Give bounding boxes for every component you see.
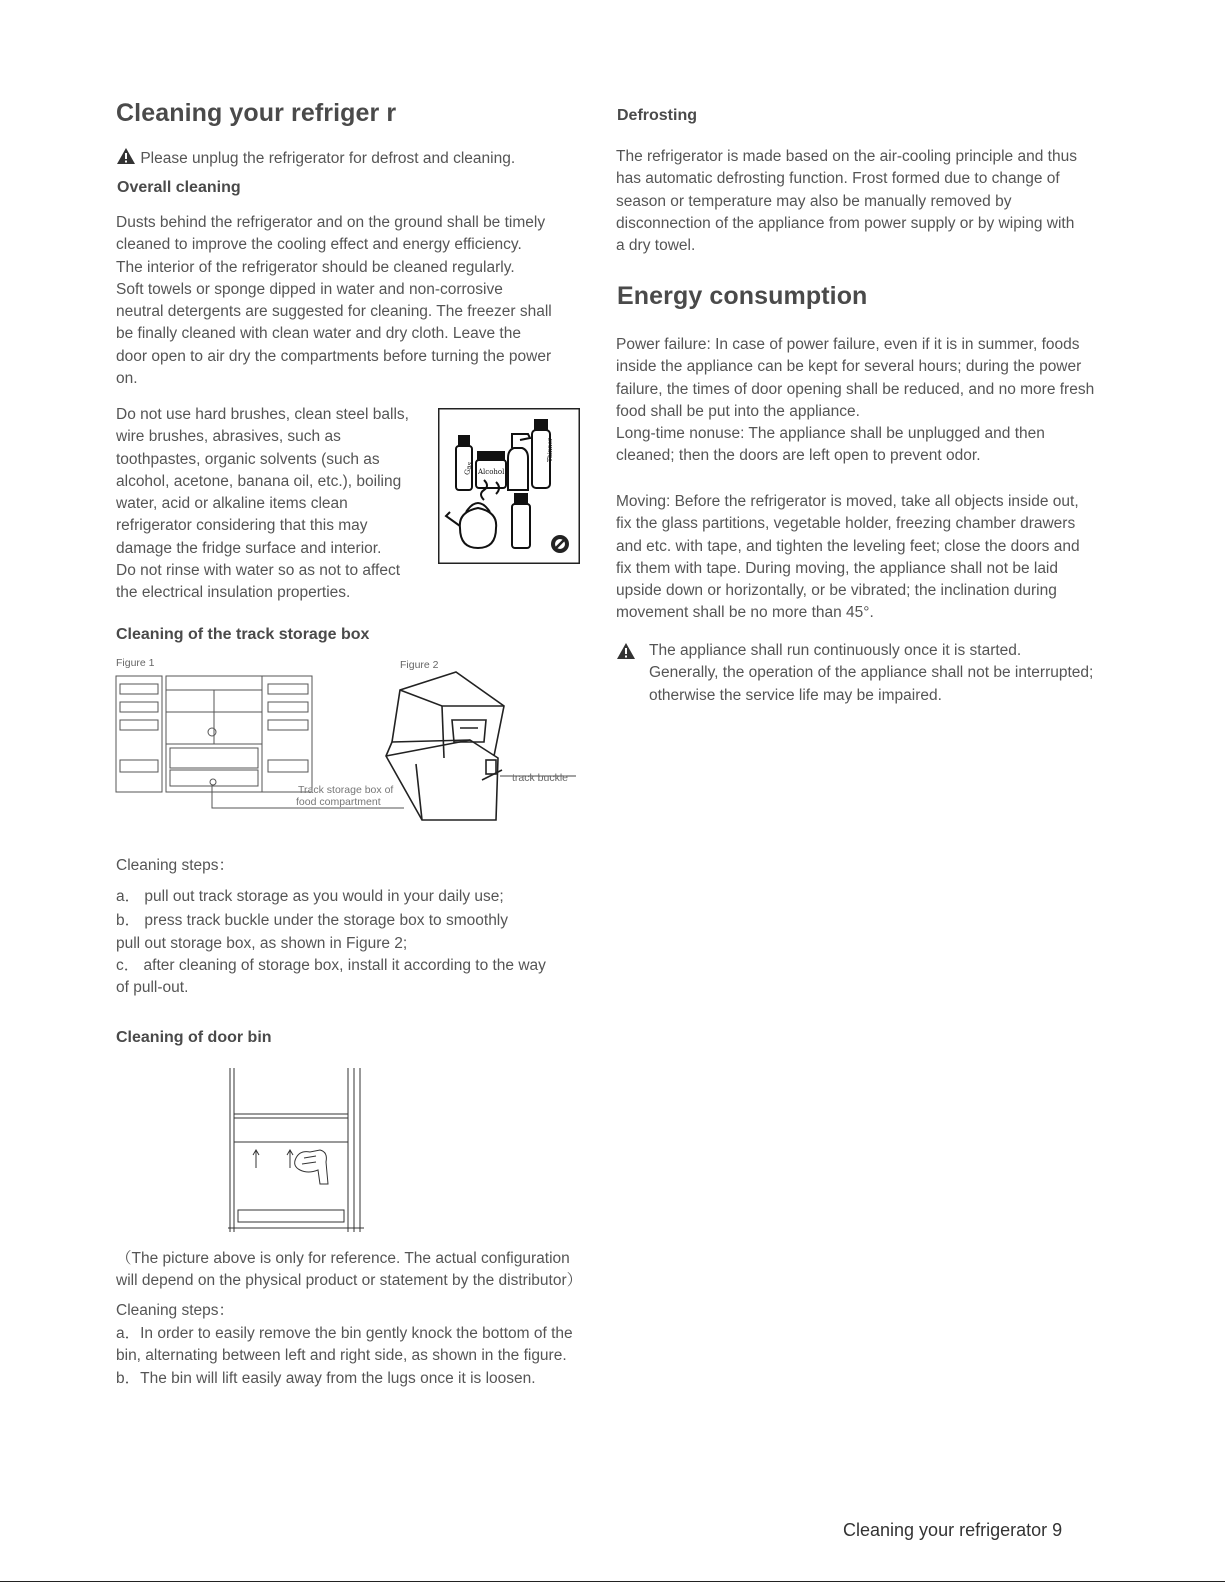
warning-icon bbox=[616, 642, 636, 660]
text-line: door open to air dry the compartments before turning the power bbox=[116, 347, 552, 365]
figure2-drawer-illustration bbox=[382, 670, 578, 824]
text-line: Moving: Before the refrigerator is moved, take all objects inside out, bbox=[616, 493, 1079, 510]
cleaning-steps-heading: Cleaning steps： bbox=[116, 857, 235, 874]
overall-cleaning-paragraph bbox=[116, 212, 552, 390]
text-line: food shall be put into the appliance. bbox=[616, 402, 860, 420]
step-line: c． after cleaning of storage box, install it according to the way bbox=[116, 956, 546, 974]
text-line: be finally cleaned with clean water and dry cloth. Leave the bbox=[116, 325, 521, 343]
text-line: has automatic defrosting function. Frost formed due to change of bbox=[616, 170, 1060, 188]
track-buckle-label: track buckle bbox=[512, 772, 569, 784]
text-line: the electrical insulation properties. bbox=[116, 584, 351, 602]
text-line: inside the appliance can be kept for several hours; during the power bbox=[616, 358, 1082, 376]
text-line: on. bbox=[116, 370, 138, 388]
text-line: water, acid or alkaline items clean bbox=[116, 495, 348, 513]
figure2-label: Figure 2 bbox=[400, 659, 439, 671]
cleaning-chemicals-illustration bbox=[438, 408, 580, 564]
text-line: Do not use hard brushes, clean steel balls, bbox=[116, 406, 409, 423]
text-line: The interior of the refrigerator should be cleaned regularly. bbox=[116, 258, 515, 276]
text-line: Dusts behind the refrigerator and on the ground shall be timely bbox=[116, 214, 546, 231]
step-line: a． pull out track storage as you would in your daily use; bbox=[116, 888, 504, 905]
track-box-label-line2: food compartment bbox=[296, 796, 381, 808]
figure1-label: Figure 1 bbox=[116, 657, 155, 669]
reference-note bbox=[116, 1248, 582, 1293]
do-not-use-paragraph bbox=[116, 404, 409, 605]
page-title: Cleaning your refriger r bbox=[116, 99, 397, 127]
step-line: b． press track buckle under the storage box to smoothly bbox=[116, 912, 509, 930]
text-line: alcohol, acetone, banana oil, etc.), boiling bbox=[116, 472, 402, 490]
text-line: cleaned to improve the cooling effect and energy efficiency. bbox=[116, 236, 522, 254]
defrosting-paragraph bbox=[616, 146, 1077, 257]
page-footer: Cleaning your refrigerator 9 bbox=[843, 1520, 1063, 1540]
step-line: b．The bin will lift easily away from the lugs once it is loosen. bbox=[116, 1369, 536, 1387]
bottle-label: Gas bbox=[462, 460, 475, 476]
step-line: a．In order to easily remove the bin gently knock the bottom of the bbox=[116, 1325, 573, 1342]
door-bin-illustration bbox=[224, 1066, 370, 1236]
text-line: Soft towels or sponge dipped in water and non-corrosive bbox=[116, 280, 503, 298]
bottle-label: Thinner bbox=[547, 438, 554, 462]
text-line: and etc. with tape, and tighten the leveling feet; close the doors and bbox=[616, 537, 1080, 555]
text-line: The appliance shall run continuously once it is started. bbox=[649, 642, 1022, 659]
prohibited-icon bbox=[551, 535, 569, 553]
bottom-rule bbox=[0, 1581, 1225, 1582]
text-line: Long-time nonuse: The appliance shall be unplugged and then bbox=[616, 425, 1045, 443]
text-line: damage the fridge surface and interior. bbox=[116, 539, 382, 557]
text-line: toothpastes, organic solvents (such as bbox=[116, 450, 380, 468]
text-line: will depend on the physical product or statement by the distributor） bbox=[116, 1272, 583, 1290]
text-line: Power failure: In case of power failure, even if it is in summer, foods bbox=[616, 336, 1080, 353]
step-line: pull out storage box, as shown in Figure 2; bbox=[116, 934, 408, 952]
defrosting-heading: Defrosting bbox=[617, 107, 697, 124]
text-line: neutral detergents are suggested for cleaning. The freezer shall bbox=[116, 303, 552, 321]
text-line: Do not rinse with water so as not to affect bbox=[116, 562, 401, 580]
energy-consumption-heading: Energy consumption bbox=[617, 282, 868, 310]
text-line: cleaned; then the doors are left open to prevent odor. bbox=[616, 447, 981, 465]
track-storage-heading: Cleaning of the track storage box bbox=[116, 626, 370, 643]
text-line: fix them with tape. During moving, the appliance shall not be laid bbox=[616, 559, 1058, 577]
overall-cleaning-heading: Overall cleaning bbox=[117, 179, 241, 196]
continuous-run-warning bbox=[649, 640, 1093, 707]
unplug-note bbox=[116, 147, 515, 170]
power-failure-paragraph bbox=[616, 334, 1094, 468]
door-cleaning-steps-heading: Cleaning steps： bbox=[116, 1302, 235, 1319]
moving-paragraph bbox=[616, 491, 1080, 625]
text-line: wire brushes, abrasives, such as bbox=[116, 428, 341, 446]
text-line: failure, the times of door opening shall be reduced, and no more fresh bbox=[616, 380, 1095, 398]
warning-icon bbox=[116, 147, 136, 165]
text-line: a dry towel. bbox=[616, 237, 696, 255]
track-box-label-line1: Track storage box of bbox=[298, 784, 394, 796]
bottle-label: Alcohol bbox=[478, 468, 505, 476]
text-line: upside down or horizontally, or be vibrated; the inclination during bbox=[616, 582, 1057, 600]
track-cleaning-steps bbox=[116, 886, 546, 999]
step-line: of pull-out. bbox=[116, 979, 189, 997]
text-line: （The picture above is only for reference. The actual configuration bbox=[116, 1250, 570, 1267]
door-bin-heading: Cleaning of door bin bbox=[116, 1029, 272, 1046]
text-line: Generally, the operation of the appliance shall not be interrupted; bbox=[649, 664, 1094, 682]
text-line: otherwise the service life may be impaired. bbox=[649, 686, 942, 704]
step-line: bin, alternating between left and right side, as shown in the figure. bbox=[116, 1347, 567, 1365]
unplug-note-text: Please unplug the refrigerator for defrost and cleaning. bbox=[140, 150, 516, 167]
text-line: season or temperature may also be manually removed by bbox=[616, 192, 1012, 210]
door-cleaning-steps bbox=[116, 1323, 573, 1390]
text-line: disconnection of the appliance from power supply or by wiping with bbox=[616, 214, 1075, 232]
text-line: movement shall be no more than 45°. bbox=[616, 604, 874, 622]
text-line: The refrigerator is made based on the air-cooling principle and thus bbox=[616, 148, 1077, 165]
text-line: refrigerator considering that this may bbox=[116, 517, 368, 535]
text-line: fix the glass partitions, vegetable holder, freezing chamber drawers bbox=[616, 515, 1076, 533]
